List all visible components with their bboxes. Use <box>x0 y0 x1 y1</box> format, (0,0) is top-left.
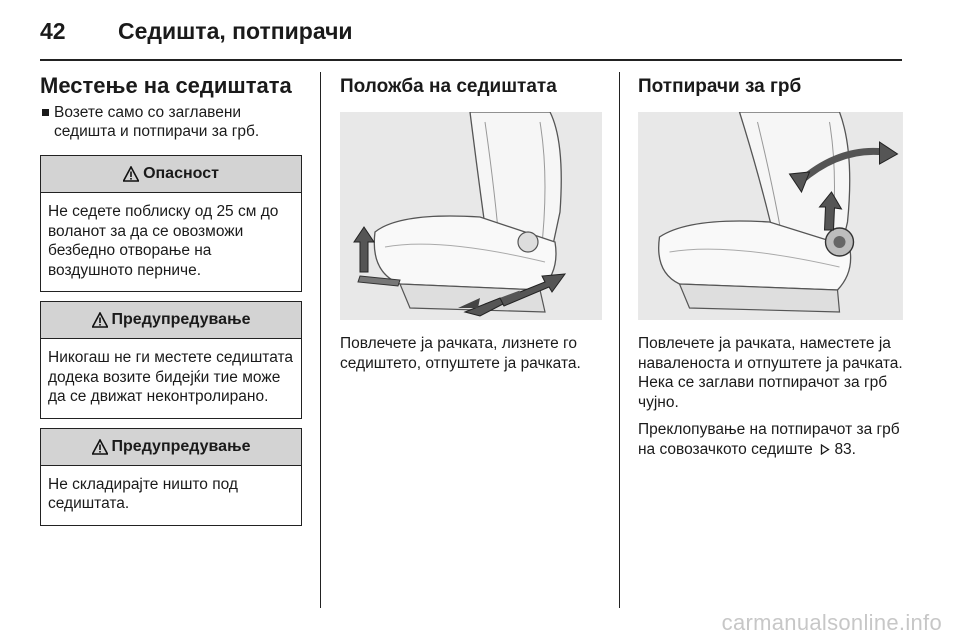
column-divider <box>320 72 321 608</box>
bullet-square-icon <box>42 109 49 116</box>
page-header <box>40 14 910 58</box>
warning-triangle-icon <box>92 439 108 455</box>
column-divider <box>619 72 620 608</box>
danger-box-text: Не седете поблиску од 25 см до воланот за да се овозможи безбедно отворање на воздушното перниче. <box>48 203 279 279</box>
page-number: 42 <box>40 18 66 44</box>
backrest-folding-text <box>638 420 903 459</box>
warning-triangle-icon <box>123 166 139 182</box>
warning-box-title: Предупредување <box>111 311 251 328</box>
backrest-text: Повлечете ја рачката, наместете ја наваленоста и отпуштете ја рачката. Нека се заглави потпирачот за грб чујно. <box>638 335 903 411</box>
warning-box-header <box>41 429 301 466</box>
danger-box-title: Опасност <box>143 165 219 182</box>
danger-box <box>40 155 302 292</box>
reference-arrow-icon <box>820 444 830 455</box>
seat-position-illustration <box>340 112 602 320</box>
warning-box-text: Никогаш не ги местете седиштата додека возите бидејќи тие може да се движат неконтролирано. <box>48 349 294 405</box>
page-reference[interactable]: 83. <box>834 440 856 458</box>
seat-position-text: Повлечете ја рачката, лизнете го седиштето, отпуштете ја рачката. <box>340 335 581 372</box>
watermark-text: carmanualsonline.info <box>721 610 942 635</box>
page-title: Седишта, потпирачи <box>118 18 353 44</box>
bullet-item <box>40 103 302 141</box>
warning-box-title: Предупредување <box>111 437 251 455</box>
warning-box-text: Не складирајте ништо под седиштата. <box>48 475 238 512</box>
folding-text-prefix: Преклопување на потпирачот за грб на совозачкото седиште <box>638 421 900 458</box>
warning-box-header <box>41 302 301 339</box>
backrest-illustration <box>638 112 903 320</box>
danger-box-header <box>41 156 301 193</box>
header-divider <box>40 59 902 61</box>
column-seat-position <box>340 72 602 373</box>
warning-box <box>40 428 302 526</box>
warning-triangle-icon <box>92 312 108 328</box>
column-backrest <box>638 72 903 459</box>
section-heading: Положба на седиштата <box>340 76 557 97</box>
section-heading: Потпирачи за грб <box>638 76 802 97</box>
seat-slide-illustration-icon <box>340 112 602 320</box>
column-seat-adjustment <box>40 72 302 526</box>
section-heading: Местење на седиштата <box>40 73 292 98</box>
bullet-text: Возете само со заглавени седишта и потпирачи за грб. <box>54 104 260 140</box>
warning-box <box>40 301 302 419</box>
backrest-recline-illustration-icon <box>638 112 903 320</box>
